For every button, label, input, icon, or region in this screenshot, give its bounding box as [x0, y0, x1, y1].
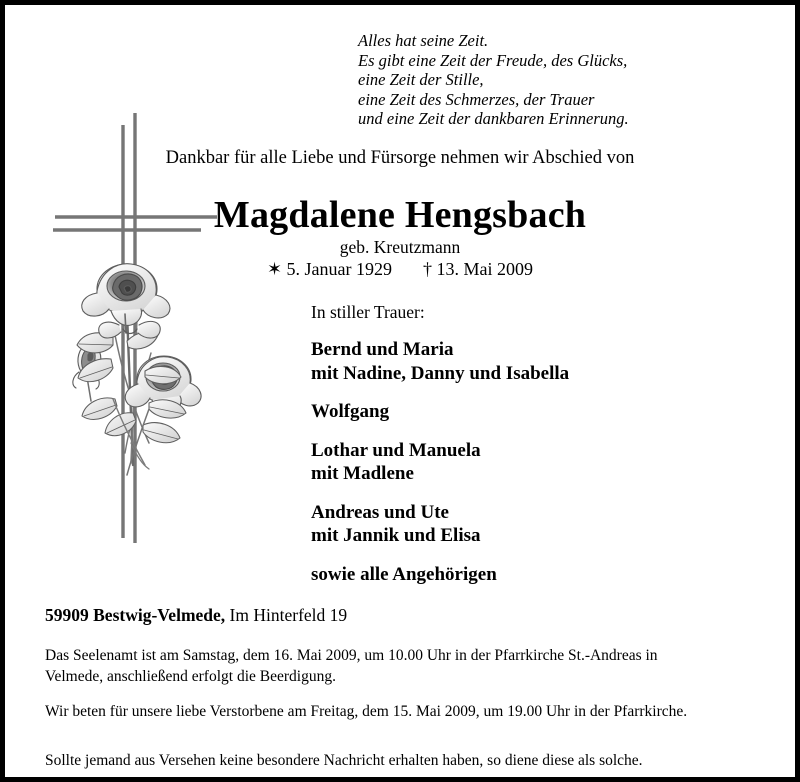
- mourners-heading: In stiller Trauer:: [311, 302, 425, 322]
- mourner-group: [311, 501, 731, 548]
- memorial-poem: [358, 31, 629, 129]
- death-symbol-icon: †: [423, 259, 433, 279]
- mourner-primary: sowie alle Angehörigen: [311, 563, 497, 585]
- mourner-primary: Bernd und Maria: [311, 339, 454, 360]
- address-street: Im Hinterfeld 19: [229, 605, 348, 625]
- poem-line: eine Zeit des Schmerzes, der Trauer: [358, 89, 595, 109]
- mourner-primary: Andreas und Ute: [311, 501, 449, 523]
- death-date: 13. Mai 2009: [436, 259, 534, 279]
- mourner-primary: Lothar und Manuela: [311, 439, 481, 461]
- birth-date: 5. Januar 1929: [286, 259, 393, 279]
- mourners-section: [311, 302, 731, 586]
- poem-line: und eine Zeit der dankbaren Erinnerung.: [358, 109, 629, 129]
- cross-icon: [53, 113, 217, 543]
- cross-and-roses-illustration: [53, 113, 243, 553]
- mourner-group: [311, 439, 731, 486]
- mourner-secondary: mit Nadine, Danny und Isabella: [311, 362, 570, 384]
- farewell-lead-line: Dankbar für alle Liebe und Fürsorge nehmen wir Abschied von: [165, 148, 635, 168]
- address-line: [45, 605, 347, 626]
- address-postal-city: 59909 Bestwig-Velmede,: [45, 605, 226, 625]
- mourner-primary: Wolfgang: [311, 401, 390, 422]
- poem-line: eine Zeit der Stille,: [358, 70, 484, 90]
- poem-line: Es gibt eine Zeit der Freude, des Glücks,: [358, 50, 628, 70]
- mourner-group: [311, 400, 731, 424]
- mourner-group: [311, 563, 731, 587]
- mourner-secondary: mit Jannik und Elisa: [311, 525, 481, 546]
- poem-line: Alles hat seine Zeit.: [358, 31, 489, 50]
- maiden-name: geb. Kreutzmann: [339, 237, 461, 257]
- service-details-paragraph: Das Seelenamt ist am Samstag, dem 16. Mai 2009, um 10.00 Uhr in der Pfarrkirche St.-Andreas in Velmede, anschließend erfolgt die Beerdigung.: [45, 647, 658, 685]
- mourner-secondary: mit Madlene: [311, 463, 414, 484]
- mourner-group: [311, 338, 731, 385]
- general-notice-paragraph: Sollte jemand aus Versehen keine besondere Nachricht erhalten haben, so diene diese als solche.: [45, 752, 643, 769]
- prayer-details-paragraph: Wir beten für unsere liebe Verstorbene am Freitag, dem 15. Mai 2009, um 19.00 Uhr in der Pfarrkirche.: [45, 703, 688, 720]
- birth-symbol-icon: ✶: [266, 259, 283, 279]
- rose-bouquet-icon: [73, 264, 201, 475]
- deceased-name: Magdalene Hengsbach: [213, 194, 587, 236]
- life-dates: [5, 259, 795, 280]
